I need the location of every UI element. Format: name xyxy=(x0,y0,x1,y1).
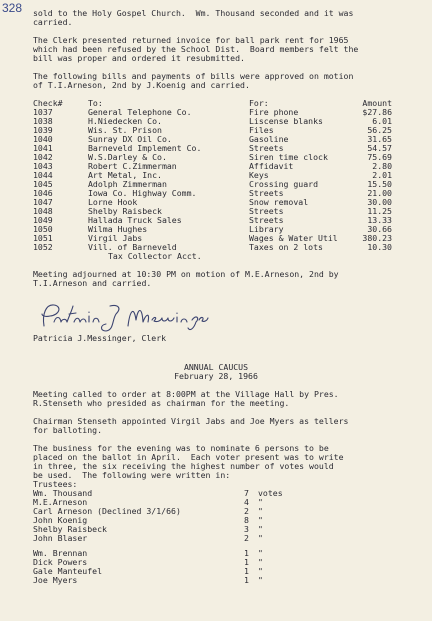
bill-amount: 21.00 xyxy=(367,188,392,198)
candidate-name: Joe Myers xyxy=(33,575,78,585)
caucus-date: February 28, 1966 xyxy=(174,371,258,381)
paragraph-line: which had been refused by the School Dist. Board members felt the xyxy=(33,44,359,54)
bill-payee: Robert C.Zimmerman xyxy=(88,161,177,171)
vote-count: 1 xyxy=(244,575,249,585)
bill-payee: H.Niedecken Co. xyxy=(88,116,162,126)
paragraph-line: be used. The following were written in: xyxy=(33,470,231,480)
bill-amount: 54.57 xyxy=(367,143,392,153)
signer-name: Patricia J.Messinger, Clerk xyxy=(33,333,167,343)
bill-amount: $27.86 xyxy=(362,107,392,117)
bill-payee: Shelby Raisbeck xyxy=(88,206,162,216)
vote-unit: " xyxy=(258,524,263,534)
paragraph-line: The Clerk presented returned invoice for ball park rent for 1965 xyxy=(33,35,349,45)
bill-purpose: Streets xyxy=(249,206,284,216)
paragraph-line: The following bills and payments of bills were approved on motion xyxy=(33,71,354,81)
vote-unit: " xyxy=(258,497,263,507)
vote-unit: votes xyxy=(258,488,283,498)
page-number: 328 xyxy=(2,1,23,15)
bill-check: 1049 xyxy=(33,215,53,225)
vote-count: 3 xyxy=(244,524,249,534)
vote-unit: " xyxy=(258,515,263,525)
candidate-name: Gale Manteufel xyxy=(33,566,103,576)
trustees-label: Trustees: xyxy=(33,479,78,489)
bill-continuation-text: Tax Collector Acct. xyxy=(108,251,202,261)
bill-payee: Hallada Truck Sales xyxy=(88,215,182,225)
bill-amount: 13.33 xyxy=(367,215,392,225)
paragraph-line: R.Stenseth who presided as chairman for the meeting. xyxy=(33,398,290,408)
vote-count: 8 xyxy=(244,515,249,525)
bill-amount: 2.01 xyxy=(372,170,392,180)
paragraph-line: for balloting. xyxy=(33,425,103,435)
paragraph-line: Chairman Stenseth appointed Virgil Jabs and Joe Myers as tellers xyxy=(33,416,349,426)
candidate-name: John Blaser xyxy=(33,533,88,543)
handwritten-signature xyxy=(36,300,211,334)
vote-count: 4 xyxy=(244,497,249,507)
bill-payee: Barneveld Implement Co. xyxy=(88,143,202,153)
bill-check: 1050 xyxy=(33,224,53,234)
bill-amount: 75.69 xyxy=(367,152,392,162)
bill-check: 1043 xyxy=(33,161,53,171)
bill-check: 1040 xyxy=(33,134,53,144)
candidate-name: Wm. Brennan xyxy=(33,548,88,558)
vote-count: 1 xyxy=(244,557,249,567)
paragraph-line: in three, the six receiving the highest number of votes would xyxy=(33,461,334,471)
vote-unit: " xyxy=(258,506,263,516)
vote-count: 2 xyxy=(244,506,249,516)
bill-check: 1039 xyxy=(33,125,53,135)
bill-check: 1047 xyxy=(33,197,53,207)
bill-payee: W.S.Darley & Co. xyxy=(88,152,167,162)
to-column-header: To: xyxy=(88,98,103,108)
bill-amount: 11.25 xyxy=(367,206,392,216)
candidate-name: Carl Arneson (Declined 3/1/66) xyxy=(33,506,181,516)
vote-count: 1 xyxy=(244,566,249,576)
bill-purpose: Crossing guard xyxy=(249,179,319,189)
bill-amount: 56.25 xyxy=(367,125,392,135)
bill-check: 1045 xyxy=(33,179,53,189)
bill-check: 1052 xyxy=(33,242,53,252)
bill-purpose: Keys xyxy=(249,170,269,180)
bill-purpose: Liscense blanks xyxy=(249,116,323,126)
candidate-name: John Koenig xyxy=(33,515,88,525)
bill-amount: 31.65 xyxy=(367,134,392,144)
paragraph-line: T.I.Arneson and carried. xyxy=(33,278,152,288)
bill-amount: 15.50 xyxy=(367,179,392,189)
bill-payee: Wis. St. Prison xyxy=(88,125,162,135)
bill-check: 1042 xyxy=(33,152,53,162)
bill-purpose: Streets xyxy=(249,215,284,225)
bill-check: 1048 xyxy=(33,206,53,216)
vote-unit: " xyxy=(258,548,263,558)
bill-amount: 10.30 xyxy=(367,242,392,252)
vote-unit: " xyxy=(258,533,263,543)
for-column-header: For: xyxy=(249,98,269,108)
candidate-name: Shelby Raisbeck xyxy=(33,524,107,534)
candidate-name: M.E.Arneson xyxy=(33,497,88,507)
bill-check: 1051 xyxy=(33,233,53,243)
bill-payee: Wilma Hughes xyxy=(88,224,148,234)
bill-purpose: Snow removal xyxy=(249,197,309,207)
vote-count: 7 xyxy=(244,488,249,498)
paragraph-line: The business for the evening was to nominate 6 persons to be xyxy=(33,443,329,453)
bill-payee: General Telephone Co. xyxy=(88,107,192,117)
bill-purpose: Taxes on 2 lots xyxy=(249,242,323,252)
bill-payee: Art Metal, Inc. xyxy=(88,170,162,180)
bill-check: 1046 xyxy=(33,188,53,198)
vote-unit: " xyxy=(258,575,263,585)
bill-payee: Vill. of Barneveld xyxy=(88,242,177,252)
bill-payee: Virgil Jabs xyxy=(88,233,143,243)
bill-purpose: Streets xyxy=(249,188,284,198)
bill-amount: 2.80 xyxy=(372,161,392,171)
bill-amount: 6.01 xyxy=(372,116,392,126)
check-column-header: Check# xyxy=(33,98,63,108)
bill-payee: Adolph Zimmerman xyxy=(88,179,167,189)
bill-amount: 30.66 xyxy=(367,224,392,234)
bill-purpose: Gasoline xyxy=(249,134,289,144)
caucus-title: ANNUAL CAUCUS xyxy=(183,362,249,372)
paragraph-line: Meeting called to order at 8:00PM at the Village Hall by Pres. xyxy=(33,389,339,399)
bill-purpose: Affidavit xyxy=(249,161,294,171)
bill-purpose: Siren time clock xyxy=(249,152,328,162)
vote-count: 2 xyxy=(244,533,249,543)
bill-check: 1044 xyxy=(33,170,53,180)
paragraph-line: placed on the ballot in April. Each voter present was to write xyxy=(33,452,344,462)
vote-count: 1 xyxy=(244,548,249,558)
paragraph-line: carried. xyxy=(33,17,73,27)
paragraph-line: sold to the Holy Gospel Church. Wm. Thousand seconded and it was xyxy=(33,8,354,18)
bill-purpose: Streets xyxy=(249,143,284,153)
bill-check: 1037 xyxy=(33,107,53,117)
paragraph-line: bill was proper and ordered it resubmitted. xyxy=(33,53,245,63)
candidate-name: Dick Powers xyxy=(33,557,88,567)
bill-purpose: Library xyxy=(249,224,284,234)
bill-payee: Lorne Hook xyxy=(88,197,138,207)
bill-check: 1038 xyxy=(33,116,53,126)
candidate-name: Wm. Thousand xyxy=(33,488,93,498)
bill-check: 1041 xyxy=(33,143,53,153)
bill-payee: Sunray DX Oil Co. xyxy=(88,134,172,144)
paragraph-line: Meeting adjourned at 10:30 PM on motion of M.E.Arneson, 2nd by xyxy=(33,269,339,279)
bill-amount: 30.00 xyxy=(367,197,392,207)
bill-purpose: Files xyxy=(249,125,274,135)
bill-purpose: Wages & Water Util xyxy=(249,233,338,243)
bill-purpose: Fire phone xyxy=(249,107,299,117)
vote-row xyxy=(33,575,263,621)
bill-amount: 380.23 xyxy=(362,233,392,243)
vote-unit: " xyxy=(258,566,263,576)
amount-column-header: Amount xyxy=(362,98,392,108)
paragraph-line: of T.I.Arneson, 2nd by J.Koenig and carried. xyxy=(33,80,250,90)
bill-payee: Iowa Co. Highway Comm. xyxy=(88,188,197,198)
vote-unit: " xyxy=(258,557,263,567)
